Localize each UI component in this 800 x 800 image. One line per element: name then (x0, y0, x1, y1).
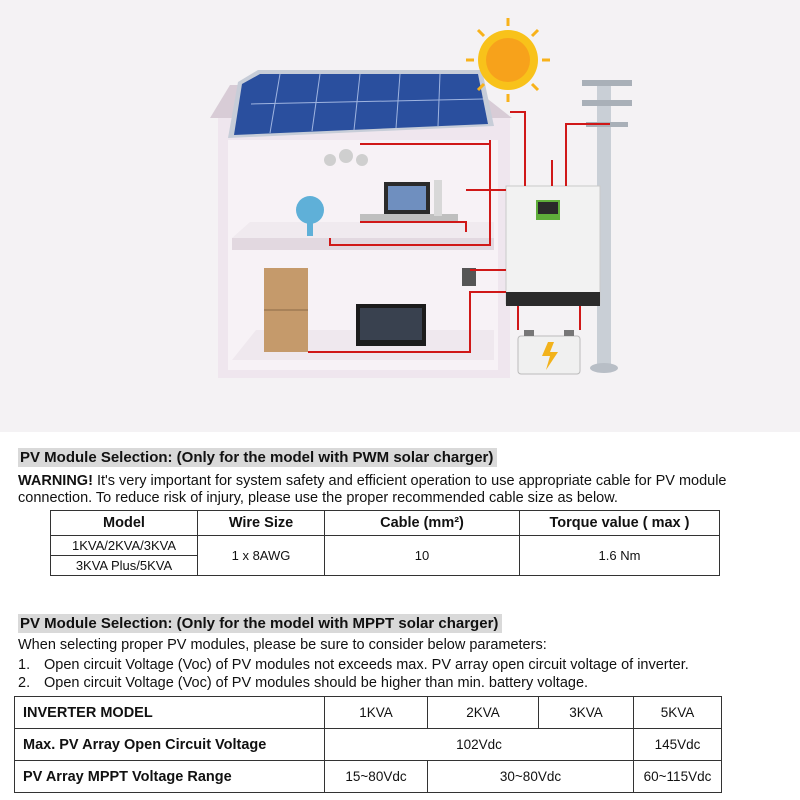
mppt-voltage-table (14, 696, 722, 793)
header-model: Model (51, 511, 198, 536)
list-number: 1. (18, 657, 31, 673)
mppt-range-1kva: 15~80Vdc (325, 761, 428, 793)
sun-icon (466, 18, 550, 102)
inverter (506, 186, 600, 306)
warning-text: It's very important for system safety and efficient operation to use appropriate cable for PV module connection. To reduce risk of injury, please use the proper recommended cable size as below. (18, 473, 727, 506)
list-text: Open circuit Voltage (Voc) of PV modules should be higher than min. battery voltage. (44, 675, 589, 691)
warning-label: WARNING! (18, 473, 93, 489)
mppt-intro: When selecting proper PV modules, please be sure to consider below parameters: (18, 637, 547, 653)
pwm-section-title: PV Module Selection: (Only for the model with PWM solar charger) (18, 448, 497, 467)
model-2kva: 2KVA (428, 697, 539, 729)
model-3kva: 3KVA (539, 697, 634, 729)
model-cell: 3KVA Plus/5KVA (51, 556, 198, 576)
list-item (18, 656, 788, 674)
warning-paragraph (18, 473, 788, 507)
mppt-section-title: PV Module Selection: (Only for the model with MPPT solar charger) (18, 614, 502, 633)
battery (518, 330, 580, 374)
list-item (18, 674, 788, 692)
list-text: Open circuit Voltage (Voc) of PV modules not exceeds max. PV array open circuit voltage of inverter. (44, 657, 689, 673)
header-cable: Cable (mm²) (325, 511, 520, 536)
cable-cell: 10 (325, 536, 520, 576)
wire-size-cell: 1 x 8AWG (198, 536, 325, 576)
mppt-range-2-3kva: 30~80Vdc (428, 761, 634, 793)
header-wire-size: Wire Size (198, 511, 325, 536)
max-pv-voltage-5kva: 145Vdc (634, 729, 722, 761)
header-torque: Torque value ( max ) (520, 511, 720, 536)
list-number: 2. (18, 675, 31, 691)
table-row (15, 761, 722, 793)
mppt-range-5kva: 60~115Vdc (634, 761, 722, 793)
table-row (15, 697, 722, 729)
model-cell: 1KVA/2KVA/3KVA (51, 536, 198, 556)
torque-cell: 1.6 Nm (520, 536, 720, 576)
model-5kva: 5KVA (634, 697, 722, 729)
model-1kva: 1KVA (325, 697, 428, 729)
inverter-model-label: INVERTER MODEL (15, 697, 325, 729)
table-header-row (51, 511, 720, 536)
mppt-range-label: PV Array MPPT Voltage Range (15, 761, 325, 793)
max-pv-voltage-label: Max. PV Array Open Circuit Voltage (15, 729, 325, 761)
table-row (15, 729, 722, 761)
table-row (51, 536, 720, 556)
mppt-parameter-list (18, 656, 788, 692)
max-pv-voltage-1-3kva: 102Vdc (325, 729, 634, 761)
pwm-cable-table (50, 510, 720, 576)
